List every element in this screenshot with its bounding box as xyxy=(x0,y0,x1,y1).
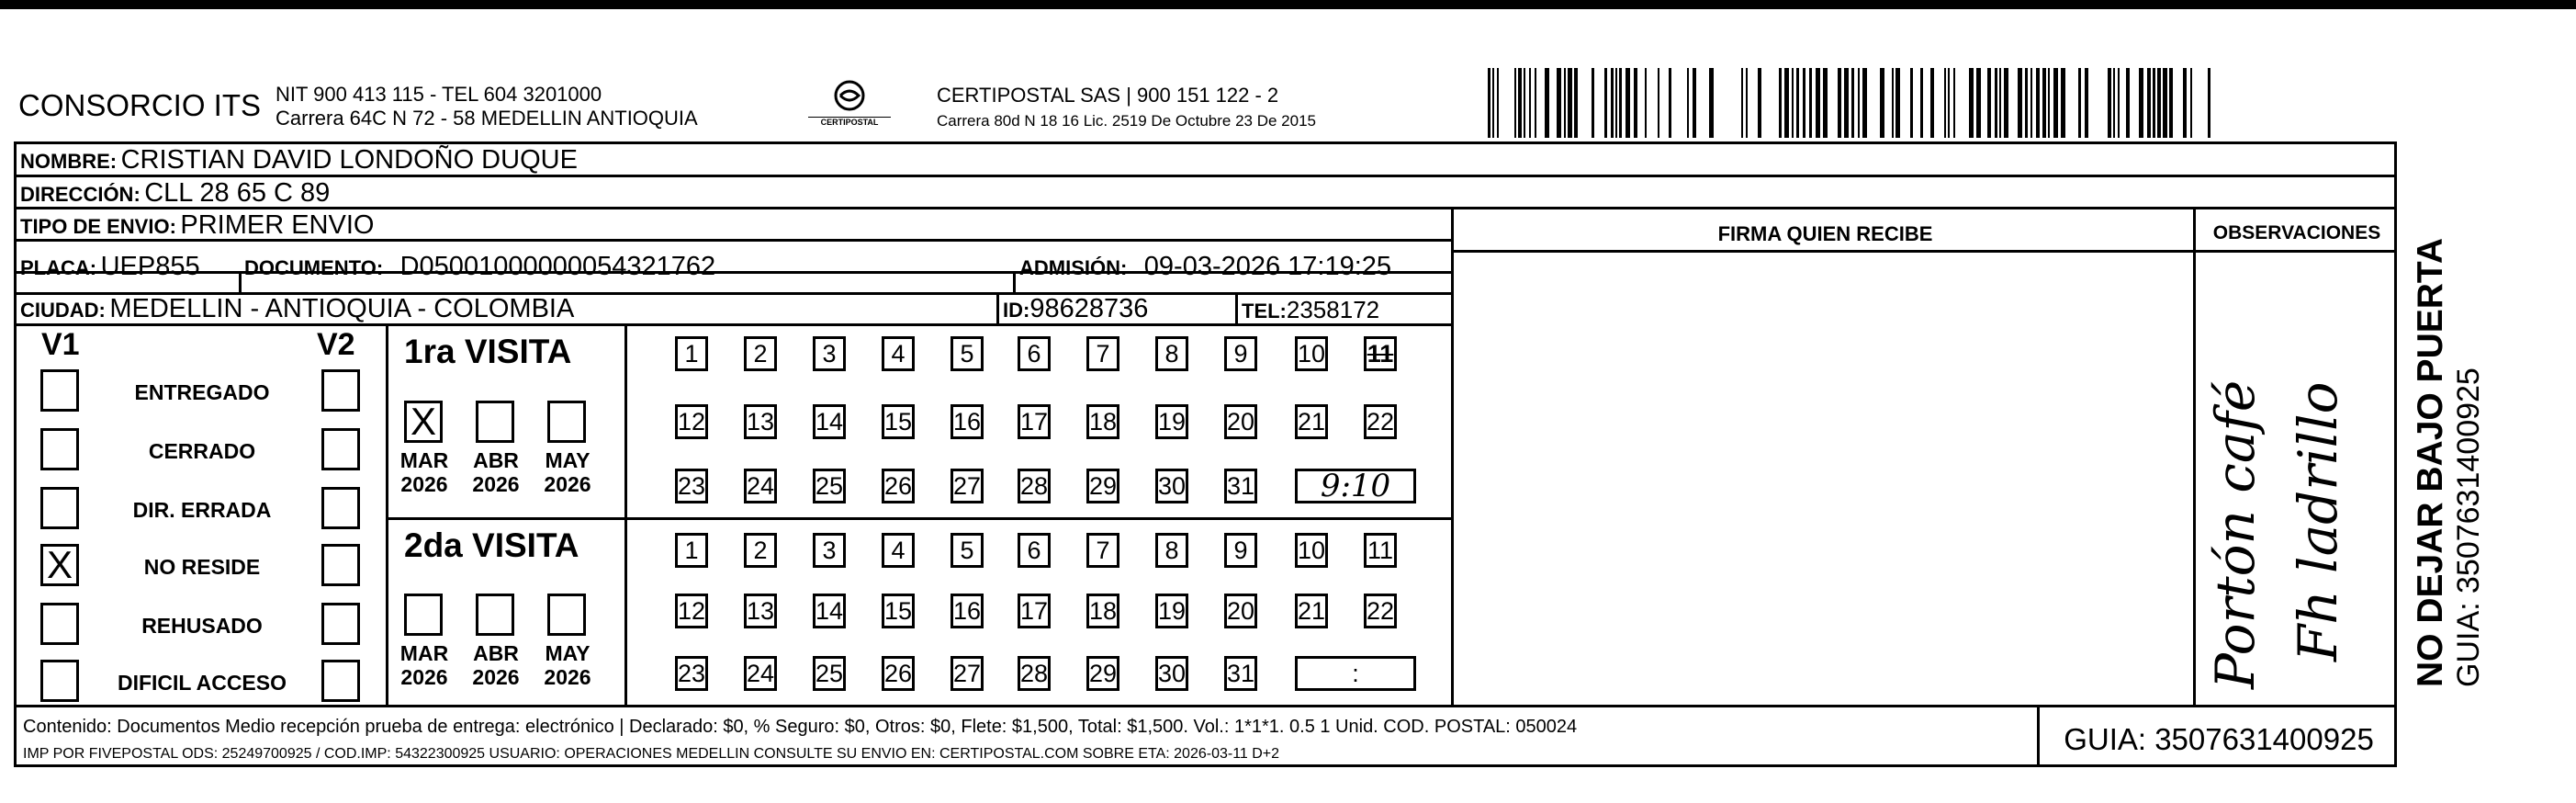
documento-value: D05001000000054321762 xyxy=(399,252,716,281)
v2-checkbox[interactable] xyxy=(321,544,360,586)
footer-imp: IMP POR FIVEPOSTAL ODS: 25249700925 / COD.IMP: 54322300925 USUARIO: OPERACIONES MEDELLIN CONSULTE SU ENVIO EN: CERTIPOSTAL.COM SOBRE ETA: 2026-03-11 D+2 xyxy=(23,746,1280,762)
visit1-day-box[interactable]: 31 xyxy=(1224,469,1257,503)
certipostal-address: Carrera 80d N 18 16 Lic. 2519 De Octubre 23 De 2015 xyxy=(937,112,1316,130)
visit2-day-box[interactable]: 20 xyxy=(1224,594,1257,628)
certipostal-info xyxy=(937,83,1316,134)
v1-checkbox[interactable] xyxy=(40,660,79,702)
visit2-day-box[interactable]: 29 xyxy=(1086,656,1119,691)
status-label: DIFICIL ACCESO xyxy=(117,671,287,695)
nombre-label: NOMBRE: xyxy=(20,150,118,173)
v1-checkbox[interactable]: X xyxy=(40,544,79,586)
visit2-day-box[interactable]: 16 xyxy=(951,594,984,628)
certipostal-logo-icon xyxy=(831,79,868,112)
direccion-row xyxy=(20,178,330,209)
visit2-day-box[interactable]: 5 xyxy=(951,533,984,568)
visit1-day-box[interactable]: 22 xyxy=(1364,404,1397,439)
documento-cell xyxy=(244,252,715,282)
admision-cell xyxy=(1019,252,1391,282)
direccion-label: DIRECCIÓN: xyxy=(20,183,141,206)
visit1-day-box[interactable]: 13 xyxy=(744,404,777,439)
visit2-day-box[interactable]: 11 xyxy=(1364,533,1397,568)
visit1-day-box[interactable]: 2 xyxy=(744,336,777,371)
visit2-day-box[interactable]: 4 xyxy=(882,533,915,568)
visit1-day-box[interactable]: 11 xyxy=(1364,336,1397,371)
ciudad-cell xyxy=(20,294,574,324)
visit1-time-box[interactable]: 9:10 xyxy=(1295,469,1416,503)
visit2-day-box[interactable]: 26 xyxy=(882,656,915,691)
visit1-day-box[interactable]: 30 xyxy=(1155,469,1188,503)
placa-cell xyxy=(20,252,200,282)
visit1-day-box[interactable]: 1 xyxy=(675,336,708,371)
visit2-day-box[interactable]: 25 xyxy=(813,656,846,691)
status-label: REHUSADO xyxy=(141,614,263,638)
v1-checkbox[interactable] xyxy=(40,369,79,412)
visit2-day-box[interactable]: 18 xyxy=(1086,594,1119,628)
visit1-day-box[interactable]: 18 xyxy=(1086,404,1119,439)
visit2-day-box[interactable]: 28 xyxy=(1018,656,1051,691)
visit2-month-label: MAR 2026 xyxy=(399,641,449,689)
admision-label: ADMISIÓN: xyxy=(1019,256,1128,279)
tel-cell xyxy=(1242,296,1379,324)
v2-checkbox[interactable] xyxy=(321,428,360,470)
visit1-title: 1ra VISITA xyxy=(404,333,572,370)
visit1-day-box[interactable]: 27 xyxy=(951,469,984,503)
visit1-day-box[interactable]: 4 xyxy=(882,336,915,371)
visit2-day-box[interactable]: 14 xyxy=(813,594,846,628)
observaciones-handwriting-1: Portón café xyxy=(2204,379,2267,689)
visit1-day-box[interactable]: 16 xyxy=(951,404,984,439)
side-no-dejar: NO DEJAR BAJO PUERTA xyxy=(2411,237,2450,687)
id-label: ID: xyxy=(1003,299,1030,322)
visit1-day-box[interactable]: 14 xyxy=(813,404,846,439)
visit2-day-box[interactable]: 6 xyxy=(1018,533,1051,568)
certipostal-logo xyxy=(808,79,891,127)
visit2-day-box[interactable]: 2 xyxy=(744,533,777,568)
signature-header: FIRMA QUIEN RECIBE xyxy=(1717,222,1933,245)
visit1-day-box[interactable]: 10 xyxy=(1295,336,1328,371)
tel-value: 2358172 xyxy=(1286,296,1380,323)
logo-text: CERTIPOSTAL xyxy=(808,117,891,127)
barcode xyxy=(1488,68,2219,138)
visit2-day-box[interactable]: 3 xyxy=(813,533,846,568)
v2-checkbox[interactable] xyxy=(321,487,360,529)
observaciones-header: OBSERVACIONES xyxy=(2212,222,2381,243)
visit2-day-box[interactable]: 17 xyxy=(1018,594,1051,628)
visit1-day-box[interactable]: 23 xyxy=(675,469,708,503)
tipo-label: TIPO DE ENVIO: xyxy=(20,215,176,238)
nombre-value: CRISTIAN DAVID LONDOÑO DUQUE xyxy=(120,145,578,175)
visit1-month-checkbox[interactable] xyxy=(547,401,586,443)
visit2-month-label: MAY 2026 xyxy=(544,641,591,689)
admision-value: 09-03-2026 17:19:25 xyxy=(1143,252,1392,281)
visit2-month-label: ABR 2026 xyxy=(472,641,520,689)
visit2-day-box[interactable]: 13 xyxy=(744,594,777,628)
v2-checkbox[interactable] xyxy=(321,369,360,412)
status-label: ENTREGADO xyxy=(134,380,270,404)
visit1-day-box[interactable]: 21 xyxy=(1295,404,1328,439)
v2-checkbox[interactable] xyxy=(321,660,360,702)
placa-label: PLACA: xyxy=(20,256,97,279)
visit2-month-checkbox[interactable] xyxy=(404,594,443,636)
placa-value: UEP855 xyxy=(100,252,200,281)
v1-label: V1 xyxy=(41,327,80,362)
visit1-month-label: MAY 2026 xyxy=(544,448,591,496)
visit2-day-box[interactable]: 27 xyxy=(951,656,984,691)
tel-label: TEL: xyxy=(1242,300,1287,322)
visit2-day-box[interactable]: 1 xyxy=(675,533,708,568)
visit1-day-box[interactable]: 19 xyxy=(1155,404,1188,439)
visit1-month-label: ABR 2026 xyxy=(472,448,520,496)
company-name: CONSORCIO ITS xyxy=(18,88,262,122)
company-nit: NIT 900 413 115 - TEL 604 3201000 xyxy=(276,83,602,106)
visit2-day-box[interactable]: 12 xyxy=(675,594,708,628)
visit2-day-box[interactable]: 23 xyxy=(675,656,708,691)
company-address: Carrera 64C N 72 - 58 MEDELLIN ANTIOQUIA xyxy=(276,107,698,130)
footer-contenido: Contenido: Documentos Medio recepción prueba de entrega: electrónico | Declarado: $0, % Seguro: $0, Otros: $0, Flete: $1,500, Total: $1,500. Vol.: 1*1*1. 0.5 1 Unid. COD. POSTAL: 050024 xyxy=(23,717,1578,737)
visit1-month-label: MAR 2026 xyxy=(399,448,449,496)
tipo-value: PRIMER ENVIO xyxy=(180,210,375,240)
visit1-day-box[interactable]: 25 xyxy=(813,469,846,503)
visit2-day-box[interactable]: 31 xyxy=(1224,656,1257,691)
visit1-day-box[interactable]: 17 xyxy=(1018,404,1051,439)
visit2-month-checkbox[interactable] xyxy=(476,594,514,636)
visit2-title: 2da VISITA xyxy=(404,526,579,564)
ciudad-value: MEDELLIN - ANTIOQUIA - COLOMBIA xyxy=(109,294,575,323)
documento-label: DOCUMENTO: xyxy=(244,256,384,279)
nombre-row xyxy=(20,145,578,175)
visit2-day-box[interactable]: 9 xyxy=(1224,533,1257,568)
certipostal-nit: CERTIPOSTAL SAS | 900 151 122 - 2 xyxy=(937,84,1279,107)
visit2-day-box[interactable]: 10 xyxy=(1295,533,1328,568)
visit1-day-box[interactable]: 5 xyxy=(951,336,984,371)
status-label: DIR. ERRADA xyxy=(132,498,272,522)
visit1-day-box[interactable]: 12 xyxy=(675,404,708,439)
visit1-day-box[interactable]: 6 xyxy=(1018,336,1051,371)
tipo-row xyxy=(20,210,374,241)
id-value: 98628736 xyxy=(1029,294,1149,323)
visit1-day-box[interactable]: 26 xyxy=(882,469,915,503)
side-guia: GUIA: 3507631400925 xyxy=(2451,368,2486,687)
visit1-day-box[interactable]: 29 xyxy=(1086,469,1119,503)
status-label: CERRADO xyxy=(148,439,256,463)
id-cell xyxy=(1003,294,1148,324)
visit1-month-checkbox[interactable] xyxy=(476,401,514,443)
visit2-day-box[interactable]: 19 xyxy=(1155,594,1188,628)
v1-checkbox[interactable] xyxy=(40,603,79,645)
v1-checkbox[interactable] xyxy=(40,487,79,529)
visit2-day-box[interactable]: 21 xyxy=(1295,594,1328,628)
visit1-day-box[interactable]: 3 xyxy=(813,336,846,371)
visit2-time-box[interactable]: : xyxy=(1295,656,1416,691)
visit1-day-box[interactable]: 15 xyxy=(882,404,915,439)
top-border xyxy=(0,0,2576,9)
v2-checkbox[interactable] xyxy=(321,603,360,645)
visit1-day-box[interactable]: 28 xyxy=(1018,469,1051,503)
visit1-day-box[interactable]: 24 xyxy=(744,469,777,503)
visit2-day-box[interactable]: 8 xyxy=(1155,533,1188,568)
ciudad-label: CIUDAD: xyxy=(20,299,106,322)
visit1-day-box[interactable]: 8 xyxy=(1155,336,1188,371)
visit2-day-box[interactable]: 24 xyxy=(744,656,777,691)
footer-guia: GUIA: 3507631400925 xyxy=(2064,722,2374,756)
status-label: NO RESIDE xyxy=(143,555,261,579)
visit2-day-box[interactable]: 22 xyxy=(1364,594,1397,628)
side-text xyxy=(2411,238,2486,687)
visit2-month-checkbox[interactable] xyxy=(547,594,586,636)
visit1-day-box[interactable]: 7 xyxy=(1086,336,1119,371)
visit1-month-checkbox[interactable]: X xyxy=(404,401,443,443)
v1-checkbox[interactable] xyxy=(40,428,79,470)
visit2-day-box[interactable]: 30 xyxy=(1155,656,1188,691)
company-info xyxy=(276,83,698,130)
direccion-value: CLL 28 65 C 89 xyxy=(144,178,331,208)
v2-label: V2 xyxy=(317,327,355,362)
visit2-day-box[interactable]: 15 xyxy=(882,594,915,628)
visit1-day-box[interactable]: 20 xyxy=(1224,404,1257,439)
visit1-day-box[interactable]: 9 xyxy=(1224,336,1257,371)
visit2-day-box[interactable]: 7 xyxy=(1086,533,1119,568)
observaciones-handwriting-2: Fh ladrillo xyxy=(2287,381,2349,662)
